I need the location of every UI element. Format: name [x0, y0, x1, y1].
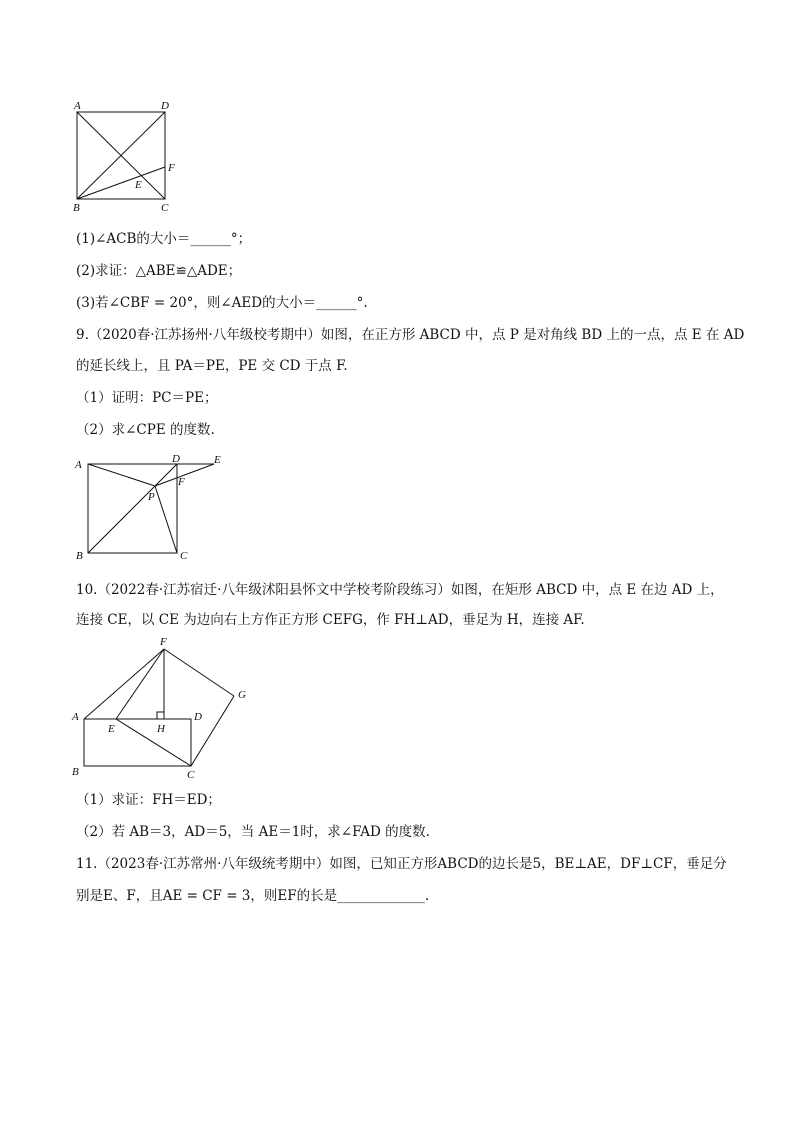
q8-part3: (3)若∠CBF = 20°，则∠AED的大小＝______°. [76, 295, 368, 311]
segment-bf [77, 167, 165, 199]
label-e: E [108, 723, 115, 735]
q9-part2: （2）求∠CPE 的度数. [76, 422, 215, 438]
figure-q8 [66, 100, 186, 220]
q8-part1: (1)∠ACB的大小＝______°； [76, 231, 252, 247]
q10-part2: （2）若 AB＝3，AD＝5，当 AE＝1时，求∠FAD 的度数. [76, 824, 430, 840]
segment-fg [164, 649, 234, 696]
figure-q10 [66, 632, 256, 782]
label-d: D [161, 100, 169, 112]
label-b: B [76, 550, 83, 562]
rectangle-abcd [84, 719, 191, 766]
q9-part1: （1）证明：PC＝PE； [76, 390, 218, 406]
label-f: F [160, 636, 167, 648]
segment-pa [88, 464, 155, 486]
label-f: F [178, 476, 185, 488]
label-e: E [214, 454, 221, 466]
segment-gc [191, 696, 234, 766]
label-b: B [72, 766, 79, 778]
right-angle-mark [157, 712, 164, 719]
segment-pc [155, 486, 177, 553]
label-c: C [180, 550, 188, 562]
label-a: A [74, 100, 81, 112]
q10-stem-line1: 10.（2022春·江苏宿迁·八年级沭阳县怀文中学校考阶段练习）如图，在矩形 ABCD 中，点 E 在边 AD 上， [76, 582, 724, 598]
q11-stem-line2: 别是E、F，且AE = CF = 3，则EF的长是_____________. [76, 888, 430, 904]
label-a: A [75, 459, 82, 471]
label-d: D [172, 453, 180, 465]
segment-ef [116, 649, 164, 719]
label-e: E [135, 179, 142, 191]
label-c: C [187, 769, 195, 781]
label-d: D [194, 711, 202, 723]
figure-q9 [70, 452, 230, 562]
q9-stem-line2: 的延长线上，且 PA＝PE，PE 交 CD 于点 F. [76, 358, 348, 374]
label-h: H [157, 723, 165, 735]
label-b: B [73, 202, 80, 214]
segment-af [84, 649, 164, 719]
q8-part2: (2)求证：△ABE≌△ADE； [76, 263, 242, 279]
segment-ec [116, 719, 191, 766]
diagonal-bd [88, 464, 177, 553]
label-f: F [168, 162, 175, 174]
q9-stem-line1: 9.（2020春·江苏扬州·八年级校考期中）如图，在正方形 ABCD 中，点 P 是对角线 BD 上的一点，点 E 在 AD [76, 327, 745, 343]
q10-part1: （1）求证：FH＝ED； [76, 792, 221, 808]
label-c: C [161, 202, 169, 214]
label-p: P [148, 491, 155, 503]
label-a: A [72, 711, 79, 723]
label-g: G [238, 689, 246, 701]
q10-stem-line2: 连接 CE，以 CE 为边向右上方作正方形 CEFG，作 FH⊥AD，垂足为 H，连接 AF. [76, 612, 585, 628]
q11-stem-line1: 11.（2023春·江苏常州·八年级统考期中）如图，已知正方形ABCD的边长是5，BE⊥AE，DF⊥CF，垂足分 [76, 856, 727, 872]
